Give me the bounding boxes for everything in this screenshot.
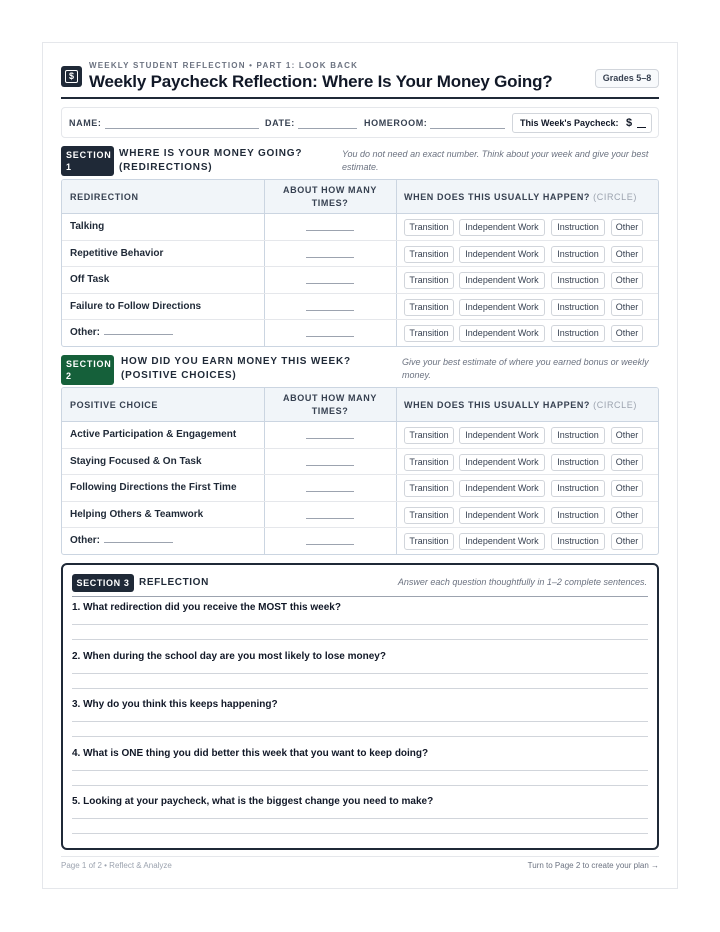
count-field[interactable] [306, 310, 354, 311]
page-indicator: Page 1 of 2 • Reflect & Analyze [61, 861, 172, 870]
paycheck-amount-field[interactable] [637, 127, 646, 128]
count-field[interactable] [306, 230, 354, 231]
reflection-question: 2. When during the school day are you most likely to lose money? [72, 650, 386, 662]
section-2-note: Give your best estimate of where you earned bonus or weekly money. [402, 357, 649, 380]
answer-line[interactable] [72, 736, 648, 737]
time-option-chip[interactable]: Instruction [551, 427, 605, 444]
table-row [62, 422, 658, 449]
time-option-chip[interactable]: Independent Work [459, 454, 545, 471]
table-header [62, 388, 658, 422]
time-option-chip[interactable]: Other [611, 219, 643, 236]
time-option-chip[interactable]: Other [611, 507, 643, 524]
section-3-badge: SECTION 3 [72, 574, 134, 592]
time-option-chip[interactable]: Transition [404, 427, 454, 444]
row-label: Active Participation & Engagement [70, 429, 237, 440]
section-1-badge: SECTION 1 [61, 146, 114, 176]
row-label: Talking [70, 221, 105, 232]
answer-line[interactable] [72, 721, 648, 722]
col-redirection: REDIRECTION [70, 192, 139, 202]
col-when [404, 191, 637, 204]
redirection-table [61, 179, 659, 347]
section-3-title: REFLECTION [139, 577, 209, 588]
time-option-chip[interactable]: Other [611, 299, 643, 316]
col-count: ABOUT HOW MANY TIMES? [283, 393, 377, 416]
col-when [404, 399, 637, 412]
homeroom-field[interactable] [430, 128, 505, 129]
time-option-chip[interactable]: Other [611, 454, 643, 471]
time-option-chip[interactable]: Transition [404, 299, 454, 316]
date-field[interactable] [298, 128, 357, 129]
row-label: Other: [70, 327, 100, 338]
answer-line[interactable] [72, 624, 648, 625]
col-when-hint: (CIRCLE) [593, 400, 637, 410]
time-option-chip[interactable]: Instruction [551, 246, 605, 263]
next-page-link[interactable]: Turn to Page 2 to create your plan → [527, 861, 659, 870]
count-field[interactable] [306, 518, 354, 519]
paycheck-label: This Week's Paycheck: [520, 118, 619, 128]
page-title: Weekly Paycheck Reflection: Where Is Your Money Going? [89, 72, 553, 91]
table-row [62, 528, 658, 555]
reflection-question: 4. What is ONE thing you did better this week that you want to keep doing? [72, 747, 429, 759]
count-field[interactable] [306, 438, 354, 439]
time-option-chip[interactable]: Independent Work [459, 246, 545, 263]
time-option-chip[interactable]: Transition [404, 533, 454, 550]
answer-line[interactable] [72, 770, 648, 771]
time-option-chip[interactable]: Independent Work [459, 219, 545, 236]
count-field[interactable] [306, 336, 354, 337]
time-option-chip[interactable]: Instruction [551, 272, 605, 289]
time-option-chip[interactable]: Other [611, 480, 643, 497]
time-option-chip[interactable]: Independent Work [459, 272, 545, 289]
time-option-chip[interactable]: Other [611, 427, 643, 444]
student-info-row [61, 107, 659, 138]
row-label: Staying Focused & On Task [70, 455, 202, 467]
count-field[interactable] [306, 283, 354, 284]
section-2-title: HOW DID YOU EARN MONEY THIS WEEK? (POSITIVE CHOICES) [121, 356, 351, 381]
col-when-label: WHEN DOES THIS USUALLY HAPPEN? [404, 192, 591, 202]
count-field[interactable] [306, 544, 354, 545]
other-write-in-field[interactable] [104, 542, 173, 543]
time-option-chip[interactable]: Transition [404, 507, 454, 524]
time-option-chip[interactable]: Instruction [551, 219, 605, 236]
name-field[interactable] [105, 128, 259, 129]
answer-line[interactable] [72, 785, 648, 786]
time-option-chip[interactable]: Other [611, 272, 643, 289]
table-row [62, 320, 658, 347]
time-option-chip[interactable]: Instruction [551, 507, 605, 524]
col-when-label: WHEN DOES THIS USUALLY HAPPEN? [404, 400, 591, 410]
paycheck-box[interactable] [512, 113, 652, 133]
count-field[interactable] [306, 465, 354, 466]
time-option-chip[interactable]: Independent Work [459, 325, 545, 342]
reflection-question: 3. Why do you think this keeps happening? [72, 699, 278, 710]
dollar-glyph: $ [65, 70, 78, 83]
table-row [62, 502, 658, 529]
count-field[interactable] [306, 257, 354, 258]
table-row [62, 267, 658, 294]
reflection-question: 5. Looking at your paycheck, what is the biggest change you need to make? [72, 796, 434, 807]
kicker: WEEKLY STUDENT REFLECTION • PART 1: LOOK BACK [89, 61, 359, 70]
time-option-chip[interactable]: Other [611, 533, 643, 550]
currency-symbol: $ [626, 117, 633, 129]
count-field[interactable] [306, 491, 354, 492]
section-1-title: WHERE IS YOUR MONEY GOING? (REDIRECTIONS) [119, 148, 303, 173]
table-header [62, 180, 658, 214]
answer-line[interactable] [72, 818, 648, 819]
time-option-chip[interactable]: Independent Work [459, 427, 545, 444]
section-1-note: You do not need an exact number. Think about your week and give your best estimate. [342, 149, 649, 172]
row-label: Off Task [70, 274, 110, 285]
time-option-chip[interactable]: Transition [404, 219, 454, 236]
answer-line[interactable] [72, 639, 648, 640]
name-label: NAME: [69, 118, 102, 128]
date-label: DATE: [265, 118, 295, 128]
footer-divider [61, 856, 659, 857]
time-option-chip[interactable]: Transition [404, 325, 454, 342]
answer-line[interactable] [72, 688, 648, 689]
table-row [62, 214, 658, 241]
table-row [62, 294, 658, 321]
time-option-chip[interactable]: Transition [404, 454, 454, 471]
homeroom-label: HOMEROOM: [364, 118, 428, 128]
time-option-chip[interactable]: Independent Work [459, 533, 545, 550]
col-when-hint: (CIRCLE) [593, 192, 637, 202]
col-positive-choice: POSITIVE CHOICE [70, 400, 159, 410]
time-option-chip[interactable]: Transition [404, 246, 454, 263]
time-option-chip[interactable]: Other [611, 325, 643, 342]
row-label: Following Directions the First Time [70, 482, 237, 493]
row-label: Failure to Follow Directions [70, 300, 202, 312]
header-divider [61, 97, 659, 99]
row-label: Repetitive Behavior [70, 247, 164, 259]
reflection-question: 1. What redirection did you receive the MOST this week? [72, 602, 341, 613]
table-row [62, 449, 658, 476]
row-label: Helping Others & Teamwork [70, 508, 204, 520]
col-count: ABOUT HOW MANY TIMES? [283, 185, 377, 208]
reflection-section [61, 563, 659, 850]
positive-choice-table [61, 387, 659, 555]
grades-badge: Grades 5–8 [595, 69, 659, 88]
section-3-note: Answer each question thoughtfully in 1–2 complete sentences. [397, 577, 647, 587]
time-option-chip[interactable]: Instruction [551, 325, 605, 342]
section-2-badge: SECTION 2 [61, 355, 114, 385]
answer-line[interactable] [72, 673, 648, 674]
time-option-chip[interactable]: Independent Work [459, 480, 545, 497]
time-option-chip[interactable]: Instruction [551, 454, 605, 471]
time-option-chip[interactable]: Transition [404, 272, 454, 289]
table-row [62, 475, 658, 502]
paycheck-logo-icon [61, 66, 82, 87]
time-option-chip[interactable]: Instruction [551, 480, 605, 497]
time-option-chip[interactable]: Independent Work [459, 299, 545, 316]
row-label: Other: [70, 535, 100, 546]
time-option-chip[interactable]: Other [611, 246, 643, 263]
time-option-chip[interactable]: Instruction [551, 533, 605, 550]
table-row [62, 241, 658, 268]
time-option-chip[interactable]: Instruction [551, 299, 605, 316]
time-option-chip[interactable]: Independent Work [459, 507, 545, 524]
answer-line[interactable] [72, 833, 648, 834]
section-3-divider [72, 596, 648, 597]
other-write-in-field[interactable] [104, 334, 173, 335]
time-option-chip[interactable]: Transition [404, 480, 454, 497]
